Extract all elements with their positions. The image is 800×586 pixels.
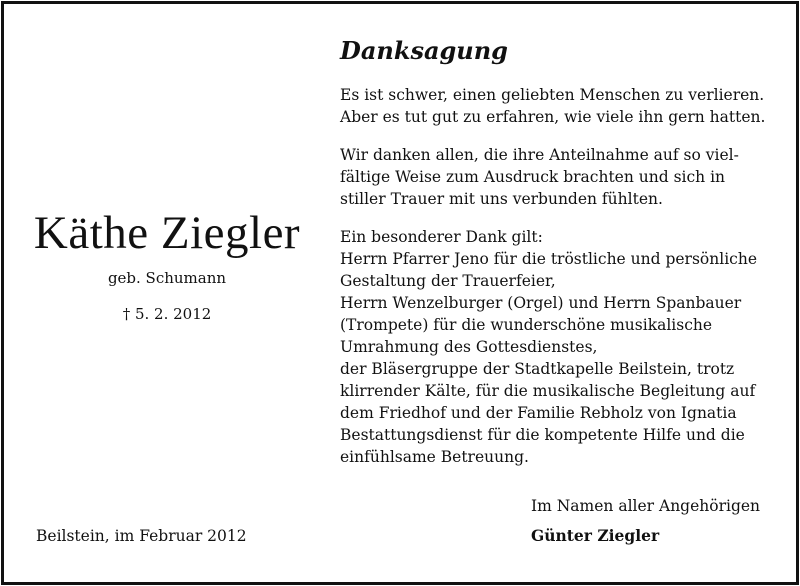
paragraph — [340, 226, 780, 468]
text-line: Wir danken allen, die ihre Anteilnahme auf so viel- — [340, 146, 739, 164]
text-line: fältige Weise zum Ausdruck brachten und sich in — [340, 168, 726, 186]
text-line: Umrahmung des Gottesdienstes, — [340, 338, 598, 356]
paragraph — [340, 84, 780, 128]
signer-name: Günter Ziegler — [531, 526, 660, 545]
text-line: Gestaltung der Trauerfeier, — [340, 272, 556, 290]
text-line: Ein besonderer Dank gilt: — [340, 228, 543, 246]
text-line: Herrn Pfarrer Jeno für die tröstliche und persönliche — [340, 250, 757, 268]
text-line: stiller Trauer mit uns verbunden fühlten. — [340, 190, 663, 208]
text-line: dem Friedhof und der Familie Rebholz von Ignatia — [340, 404, 737, 422]
text-line: klirrender Kälte, für die musikalische Begleitung auf — [340, 382, 756, 400]
text-line: Aber es tut gut zu erfahren, wie viele ihn gern hatten. — [340, 108, 766, 126]
deceased-name: Käthe Ziegler — [33, 207, 301, 259]
text-line: Herrn Wenzelburger (Orgel) und Herrn Spanbauer — [340, 294, 742, 312]
thanks-block — [340, 36, 780, 468]
thanks-text — [340, 84, 780, 468]
heading: Danksagung — [340, 36, 508, 65]
birth-name: geb. Schumann — [107, 269, 227, 287]
text-line: Es ist schwer, einen geliebten Menschen zu verlieren. — [340, 86, 765, 104]
death-date: † 5. 2. 2012 — [122, 305, 212, 323]
paragraph — [340, 144, 780, 210]
text-line: Bestattungsdienst für die kompetente Hilfe und die — [340, 426, 745, 444]
on-behalf-text: Im Namen aller Angehörigen — [531, 497, 761, 515]
deceased-block — [4, 205, 330, 323]
text-line: der Bläsergruppe der Stadtkapelle Beilstein, trotz — [340, 360, 735, 378]
text-line: einfühlsame Betreuung. — [340, 448, 529, 466]
text-line: (Trompete) für die wunderschöne musikalische — [340, 316, 713, 334]
place-date: Beilstein, im Februar 2012 — [36, 527, 247, 545]
